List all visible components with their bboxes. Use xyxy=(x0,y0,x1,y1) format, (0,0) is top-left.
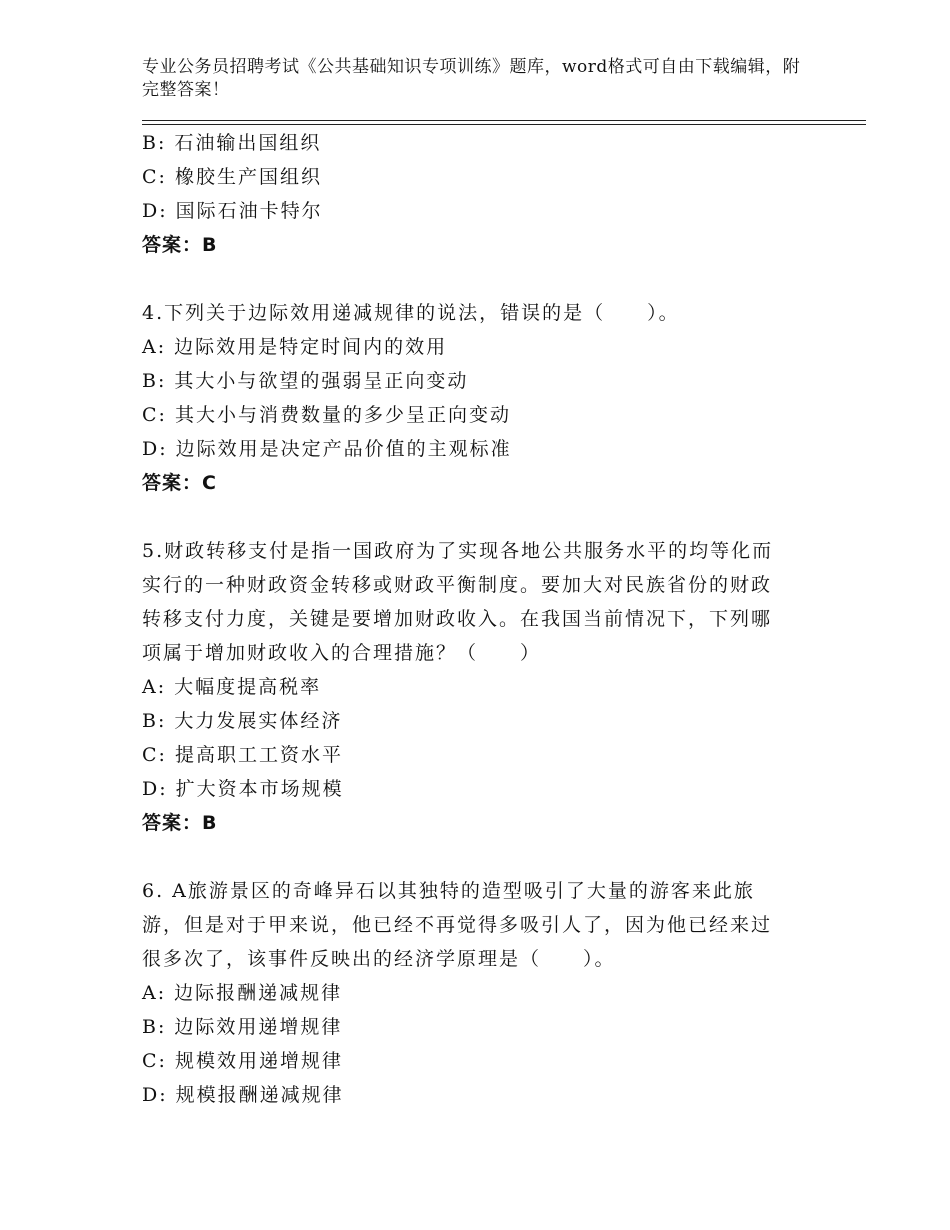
question-stem: 4.下列关于边际效用递减规律的说法，错误的是（ ）。 xyxy=(142,302,680,324)
option-line: D: 国际石油卡特尔 xyxy=(142,200,323,222)
header-text: 专业公务员招聘考试《公共基础知识专项训练》题库，word格式可自由下载编辑，附完整答案！ xyxy=(142,57,801,100)
option-line: B: 其大小与欲望的强弱呈正向变动 xyxy=(142,370,469,392)
question-stem: 5.财政转移支付是指一国政府为了实现各地公共服务水平的均等化而 xyxy=(142,540,774,562)
option-line: B: 大力发展实体经济 xyxy=(142,710,343,732)
option-line: C: 橡胶生产国组织 xyxy=(142,166,322,188)
question-stem: 游，但是对于甲来说，他已经不再觉得多吸引人了，因为他已经来过 xyxy=(142,914,773,936)
option-line: A: 边际效用是特定时间内的效用 xyxy=(142,336,448,358)
option-line: C: 提高职工工资水平 xyxy=(142,744,343,766)
answer-line: 答案：B xyxy=(142,812,218,834)
answer-line: 答案：C xyxy=(142,472,217,494)
answer-line: 答案：B xyxy=(142,234,218,256)
option-line: D: 边际效用是决定产品价值的主观标准 xyxy=(142,438,512,460)
question-block xyxy=(142,296,812,500)
fragment-block xyxy=(142,126,812,262)
question-block xyxy=(142,534,812,840)
option-line: C: 其大小与消费数量的多少呈正向变动 xyxy=(142,404,511,426)
option-line: B: 边际效用递增规律 xyxy=(142,1016,343,1038)
option-line: B: 石油输出国组织 xyxy=(142,132,322,154)
header-rule-top xyxy=(142,120,866,121)
header-rule-bottom xyxy=(142,124,866,125)
question-block xyxy=(142,874,812,1112)
option-line: A: 大幅度提高税率 xyxy=(142,676,322,698)
option-line: D: 规模报酬递减规律 xyxy=(142,1084,344,1106)
content xyxy=(142,126,812,1112)
question-stem: 很多次了，该事件反映出的经济学原理是（ ）。 xyxy=(142,948,616,970)
question-stem: 转移支付力度，关键是要增加财政收入。在我国当前情况下，下列哪 xyxy=(142,608,773,630)
option-line: A: 边际报酬递减规律 xyxy=(142,982,343,1004)
question-stem: 项属于增加财政收入的合理措施？（ ） xyxy=(142,642,542,664)
question-stem: 实行的一种财政资金转移或财政平衡制度。要加大对民族省份的财政 xyxy=(142,574,773,596)
question-stem: 6. A旅游景区的奇峰异石以其独特的造型吸引了大量的游客来此旅 xyxy=(142,880,755,902)
option-line: D: 扩大资本市场规模 xyxy=(142,778,344,800)
option-line: C: 规模效用递增规律 xyxy=(142,1050,343,1072)
